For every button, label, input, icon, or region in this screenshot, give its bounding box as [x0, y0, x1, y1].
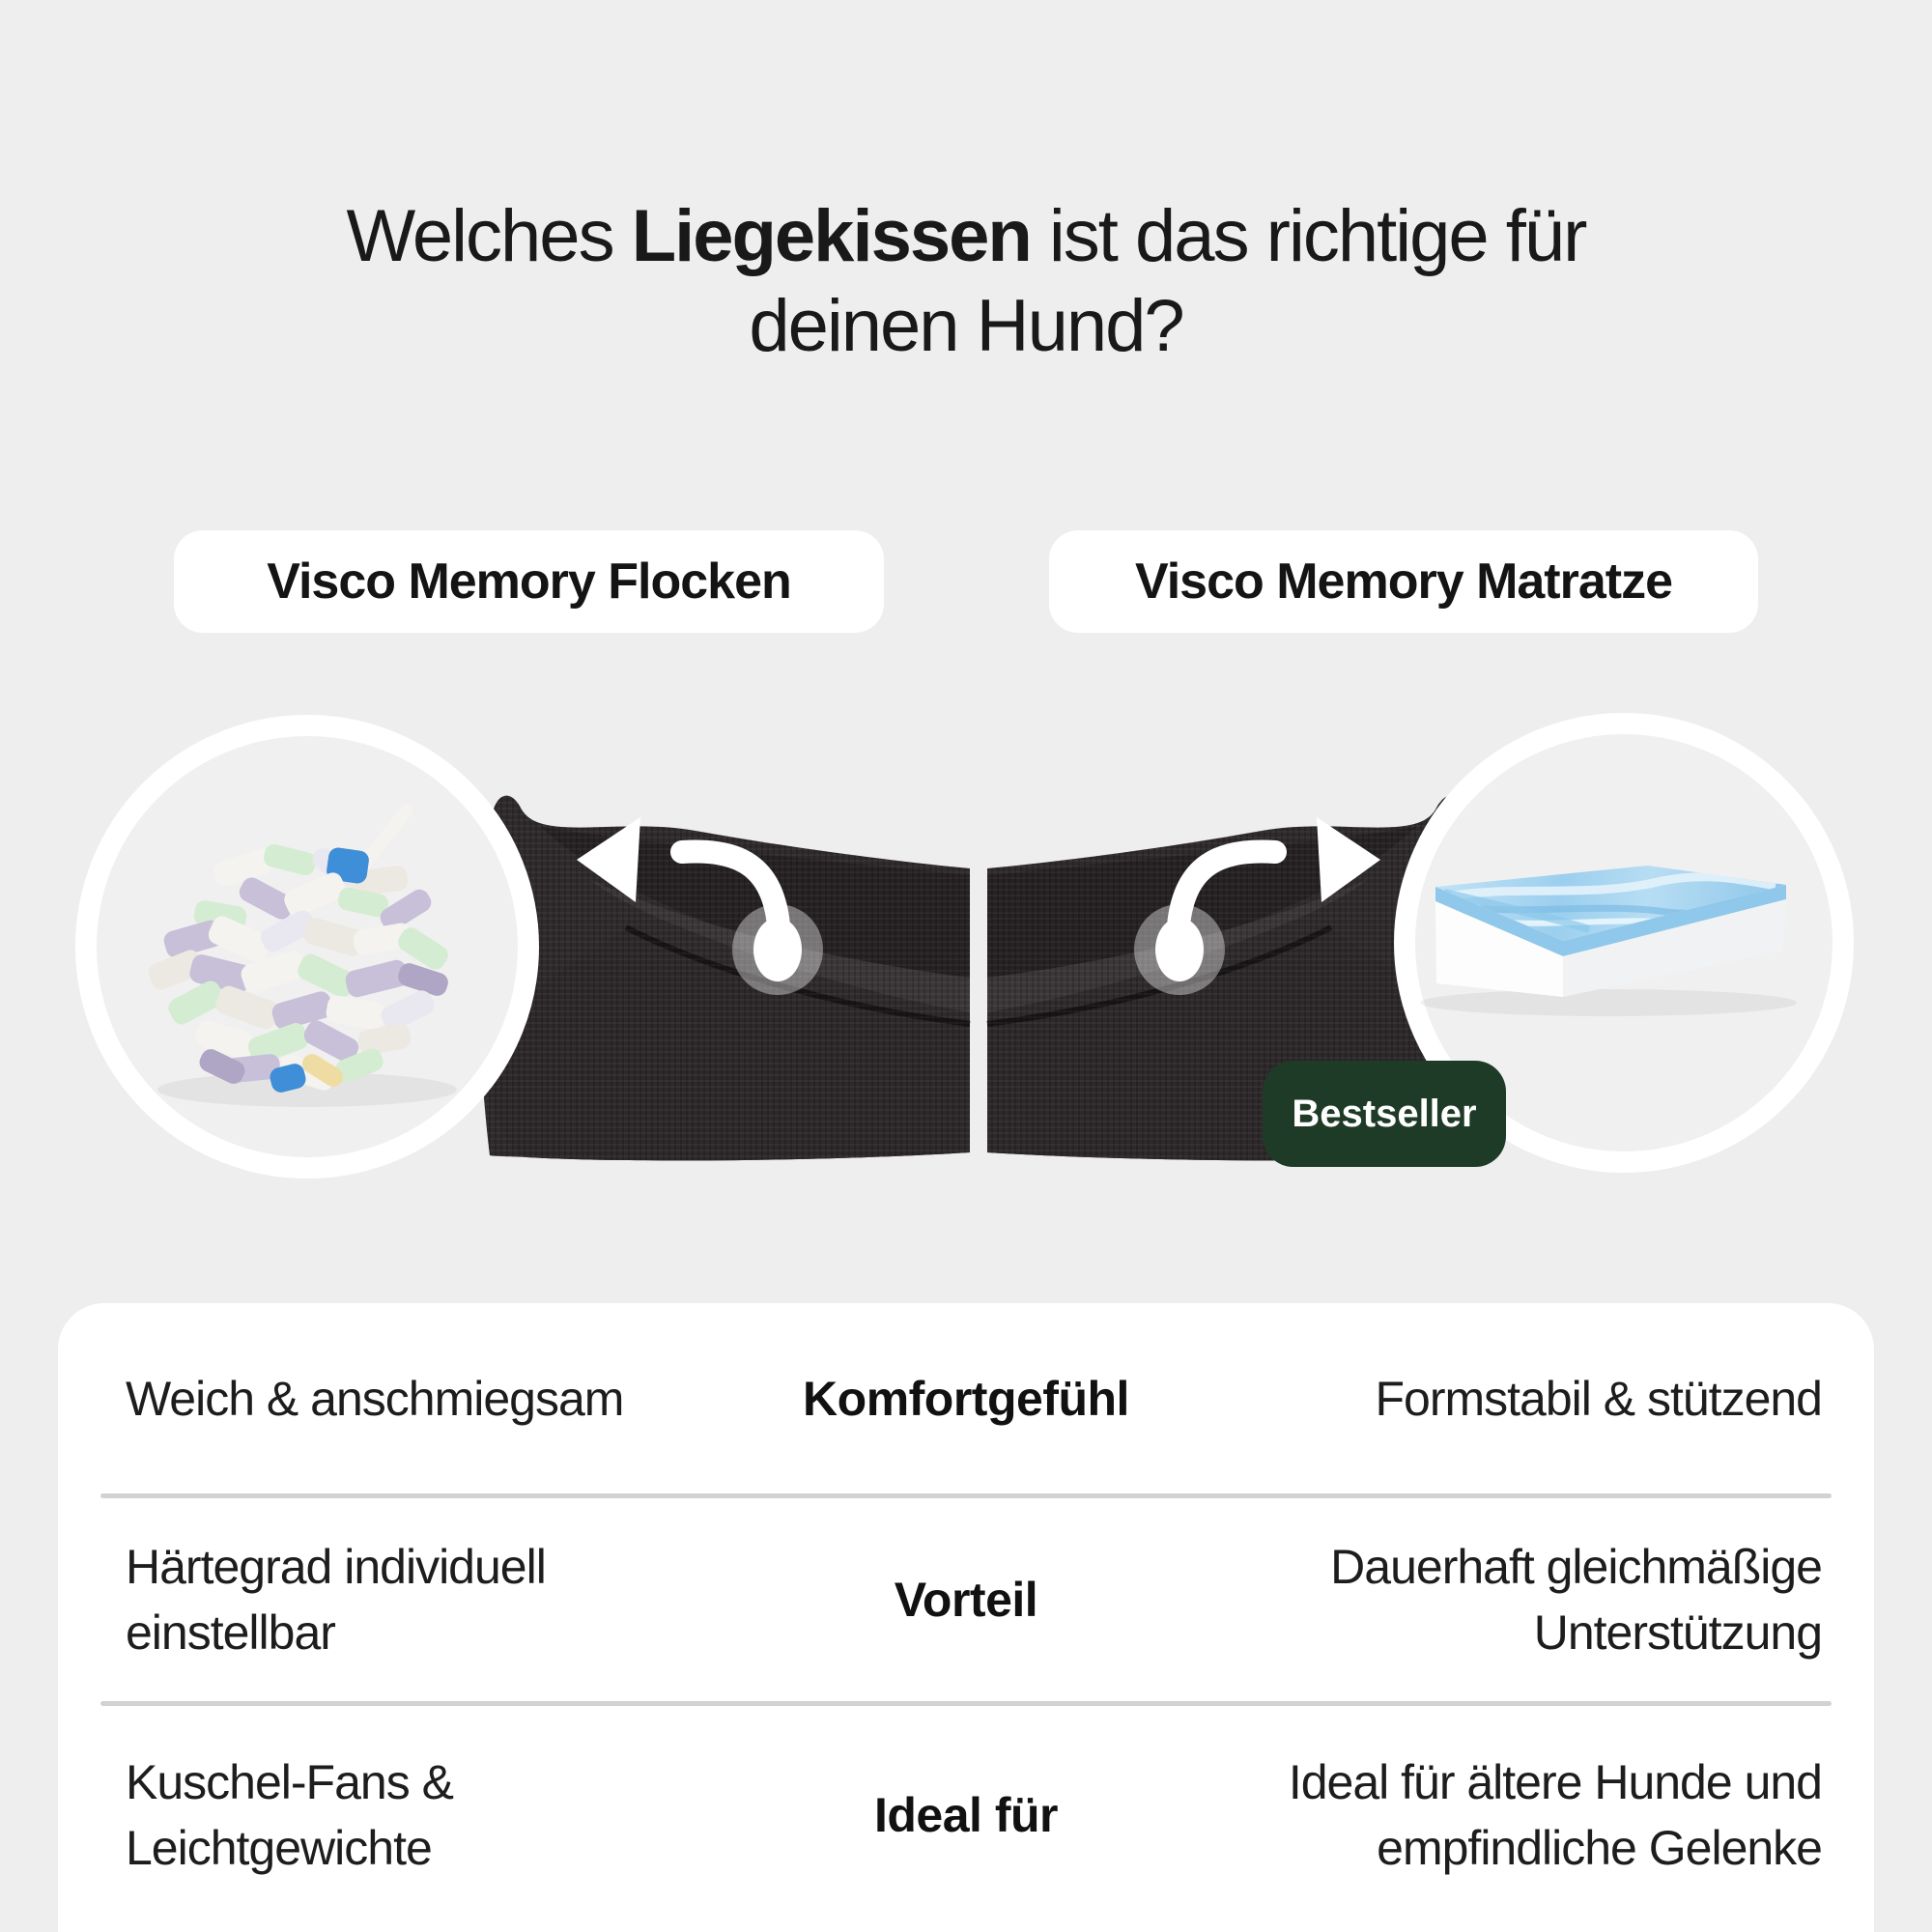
cell-matratze-vorteil: Dauerhaft gleichmäßige Unterstützung — [1330, 1540, 1822, 1660]
cell-flocken-ideal: Kuschel-Fans & Leichtgewichte — [126, 1755, 453, 1875]
title-part-2: ist das richtige für — [1030, 194, 1586, 277]
title-line-2: deinen Hund? — [749, 284, 1183, 367]
table-row-vorteil — [58, 1498, 1874, 1701]
option-right-label: Visco Memory Matratze — [1134, 554, 1673, 610]
table-row-komfortgefuehl — [58, 1303, 1874, 1493]
row-attribute-vorteil: Vorteil — [894, 1573, 1038, 1627]
cell-matratze-komfort: Formstabil & stützend — [1375, 1371, 1822, 1426]
cell-matratze-ideal: Ideal für ältere Hunde und empfindliche Gelenke — [1288, 1755, 1822, 1875]
title-part-1: Welches — [346, 194, 632, 277]
row-attribute-komfortgefuehl: Komfortgefühl — [803, 1371, 1129, 1426]
comparison-card — [58, 1303, 1874, 1932]
bestseller-badge-label: Bestseller — [1292, 1092, 1477, 1135]
title-highlight: Liegekissen — [631, 194, 1031, 277]
gel-mattress-image — [1420, 866, 1797, 1016]
row-attribute-ideal-fuer: Ideal für — [874, 1788, 1058, 1842]
cell-flocken-vorteil: Härtegrad individuell einstellbar — [126, 1540, 546, 1660]
option-left-label: Visco Memory Flocken — [267, 554, 791, 610]
bestseller-badge — [1263, 1061, 1506, 1167]
cell-flocken-komfort: Weich & anschmiegsam — [126, 1371, 624, 1426]
table-row-ideal-fuer — [58, 1706, 1874, 1924]
